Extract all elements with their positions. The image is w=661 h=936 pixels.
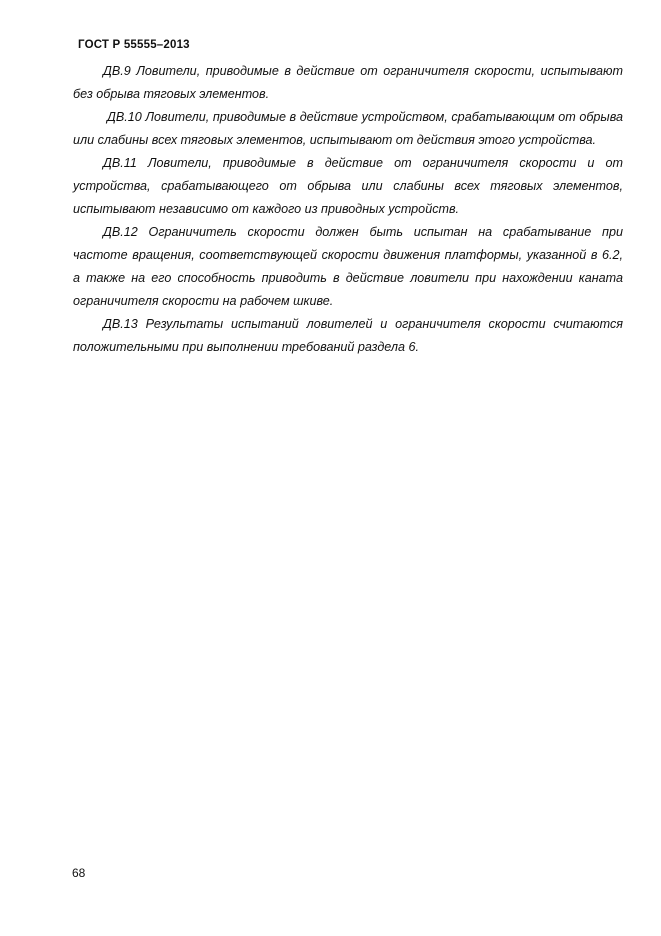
document-body xyxy=(73,60,623,359)
paragraph-dv9: ДВ.9 Ловители, приводимые в действие от ограничителя скорости, испытывают без обрыва тяговых элементов. xyxy=(73,64,623,101)
paragraph-dv11: ДВ.11 Ловители, приводимые в действие от ограничителя скорости и от устройства, срабатывающего от обрыва или слабины всех тяговых элементов, испытывают независимо от каждого из приводных устройств. xyxy=(73,156,623,216)
document-code: ГОСТ Р 55555–2013 xyxy=(78,39,190,51)
paragraph-dv12: ДВ.12 Ограничитель скорости должен быть испытан на срабатывание при частоте вращения, соответствующей скорости движения платформы, указанной в 6.2, а также на его способность приводить в действие ловители при нахождении каната ограничителя скорости на рабочем шкиве. xyxy=(73,225,623,308)
page-number: 68 xyxy=(72,866,86,880)
paragraph-dv10: ДВ.10 Ловители, приводимые в действие устройством, срабатывающим от обрыва или слабины всех тяговых элементов, испытывают от действия этого устройства. xyxy=(73,110,623,147)
paragraph-dv13: ДВ.13 Результаты испытаний ловителей и ограничителя скорости считаются положительными при выполнении требований раздела 6. xyxy=(73,317,623,354)
